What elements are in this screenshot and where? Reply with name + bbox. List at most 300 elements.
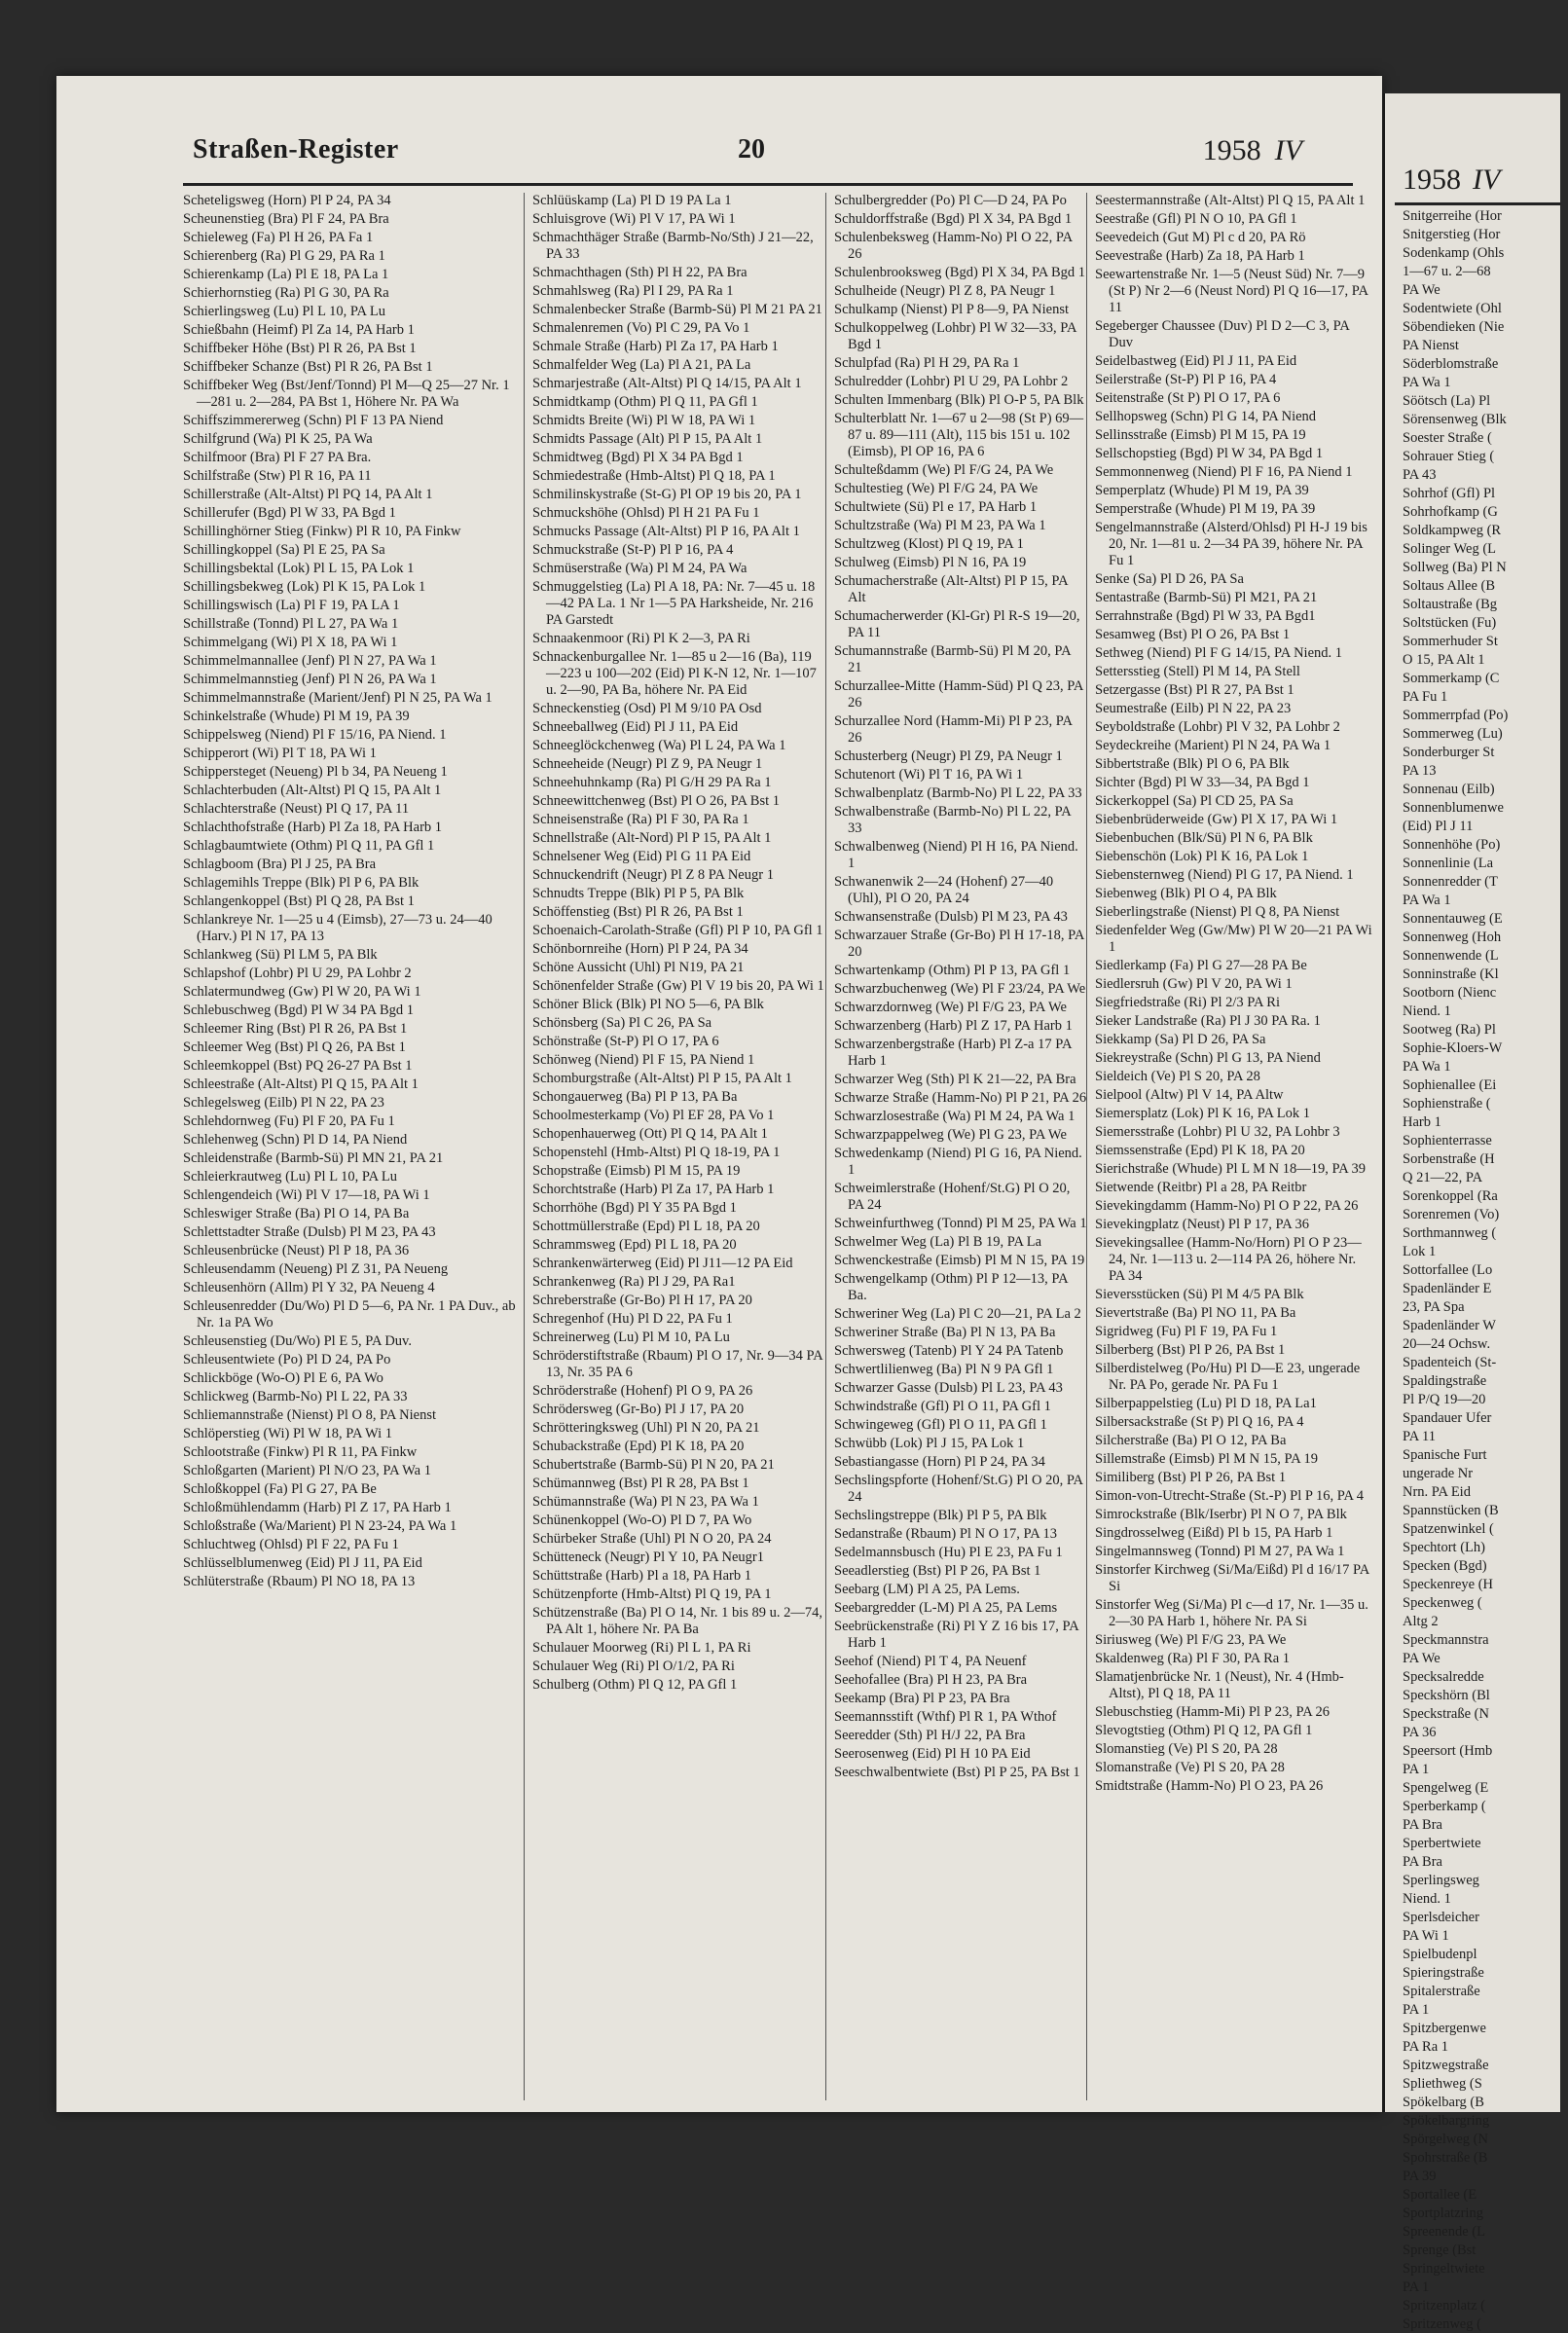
register-entry: Schwarzdornweg (We) Pl F/G 23, PA We [834,1000,1067,1015]
register-entry: Sellinsstraße (Eimsb) Pl M 15, PA 19 [1095,427,1306,443]
register-entry: Sievekingsallee (Hamm-No/Horn) Pl O P 23—24, Nr. 1—113 u. 2—114 PA 26, höhere Nr. PA 34 [1095,1235,1362,1284]
register-entry: Solinger Weg (L [1403,541,1497,557]
register-entry: Schwarzpappelweg (We) Pl G 23, PA We [834,1127,1067,1143]
register-entry: Schurzallee Nord (Hamm-Mi) Pl P 23, PA 26 [834,713,1073,746]
register-entry: Springeltwiete [1403,2261,1485,2277]
register-entry: Sonnenlinie (La [1403,856,1494,871]
register-entry: Specken (Bgd) [1403,1558,1487,1574]
register-entry: Sollweg (Ba) Pl N [1403,560,1507,575]
register-entry: Schreinerweg (Lu) Pl M 10, PA Lu [532,1330,730,1345]
register-entry: Sorenkoppel (Ra [1403,1188,1498,1204]
register-entry: Spreenende (L [1403,2224,1485,2240]
register-entry: Schierlingsweg (Lu) Pl L 10, PA Lu [183,304,385,319]
register-entry: Seekamp (Bra) Pl P 23, PA Bra [834,1691,1010,1706]
register-entry: Schulbergredder (Po) Pl C—D 24, PA Po [834,193,1067,208]
register-entry: Sievertstraße (Ba) Pl NO 11, PA Ba [1095,1305,1296,1321]
register-entry: Spitzwegstraße [1403,2058,1489,2073]
register-entry: Seevestraße (Harb) Za 18, PA Harb 1 [1095,248,1305,264]
register-entry: Schlehenweg (Schn) Pl D 14, PA Niend [183,1132,408,1148]
register-entry: Schmalenbecker Straße (Barmb-Sü) Pl M 21 PA 21 [532,302,822,317]
register-entry: Schmuckshöhe (Ohlsd) Pl H 21 PA Fu 1 [532,505,760,521]
register-entry: Siedenfelder Weg (Gw/Mw) Pl W 20—21 PA Wi 1 [1095,923,1372,955]
register-entry: Sperlsdeicher [1403,1910,1479,1925]
register-entry: Schuldorffstraße (Bgd) Pl X 34, PA Bgd 1 [834,211,1073,227]
register-entry: Schnudts Treppe (Blk) Pl P 5, PA Blk [532,886,745,901]
register-entry: Semmonnenweg (Niend) Pl F 16, PA Niend 1 [1095,464,1353,480]
register-entry: Schmahlsweg (Ra) Pl I 29, PA Ra 1 [532,283,734,299]
register-entry: 23, PA Spa [1403,1299,1465,1315]
register-entry: Sonnenblumenwe [1403,800,1504,816]
register-entry: Schleidenstraße (Barmb-Sü) Pl MN 21, PA 21 [183,1150,444,1166]
register-entry: Sechslingspforte (Hohenf/St.G) Pl O 20, PA 24 [834,1473,1083,1505]
left-page [56,76,1382,2112]
register-entry: Slomanstraße (Ve) Pl S 20, PA 28 [1095,1760,1285,1775]
register-entry: Sinstorfer Kirchweg (Si/Ma/Eißd) Pl d 16/17 PA Si [1095,1562,1369,1594]
register-entry: Schumacherstraße (Alt-Altst) Pl P 15, PA Alt [834,573,1068,605]
register-entry: Speckenreye (H [1403,1577,1493,1592]
register-entry: Slevogtstieg (Othm) Pl Q 12, PA Gfl 1 [1095,1723,1313,1738]
register-entry: Seitenstraße (St P) Pl O 17, PA 6 [1095,390,1281,406]
register-entry: Schorrhöhe (Bgd) Pl Y 35 PA Bgd 1 [532,1200,737,1216]
register-entry: Schulberg (Othm) Pl Q 12, PA Gfl 1 [532,1677,738,1693]
register-entry: Schumacherwerder (Kl-Gr) Pl R-S 19—20, PA 11 [834,608,1080,640]
register-entry: Schwarzauer Straße (Gr-Bo) Pl H 17-18, PA 20 [834,928,1084,960]
register-entry: Speersort (Hmb [1403,1743,1493,1759]
register-entry: Spritzenweg ( [1403,2316,1481,2332]
column-4 [1086,193,1372,2100]
register-entry: Sietwende (Reitbr) Pl a 28, PA Reitbr [1095,1180,1307,1195]
register-entry: PA Nienst [1403,338,1459,353]
register-entry: PA 13 [1403,763,1437,779]
register-entry: Schultzweg (Klost) Pl Q 19, PA 1 [834,536,1024,552]
register-entry: Schumannstraße (Barmb-Sü) Pl M 20, PA 21 [834,643,1071,675]
register-entry: Sommerhuder St [1403,634,1498,649]
register-entry: Schinkelstraße (Whude) Pl M 19, PA 39 [183,709,410,724]
register-entry: Schwübb (Lok) Pl J 15, PA Lok 1 [834,1436,1025,1451]
register-entry: Schwedenkamp (Niend) Pl G 16, PA Niend. 1 [834,1146,1082,1178]
register-entry: Schloßgarten (Marient) Pl N/O 23, PA Wa 1 [183,1463,431,1478]
register-entry: Söötsch (La) Pl [1403,393,1491,409]
register-entry: Silbersackstraße (St P) Pl Q 16, PA 4 [1095,1414,1304,1430]
register-entry: O 15, PA Alt 1 [1403,652,1485,668]
register-entry: Sebastiangasse (Horn) Pl P 24, PA 34 [834,1454,1045,1470]
register-entry: Schierenberg (Ra) Pl G 29, PA Ra 1 [183,248,385,264]
register-entry: Sengelmannstraße (Alsterd/Ohlsd) Pl H-J 19 bis 20, Nr. 1—81 u. 2—34 PA 39, höhere Nr. PA Fu 1 [1095,520,1367,568]
register-entry: Seebargredder (L-M) Pl A 25, PA Lems [834,1600,1058,1616]
register-entry: Schmidtweg (Bgd) Pl X 34 PA Bgd 1 [532,450,744,465]
right-header-rule [1395,202,1560,205]
register-entry: Schlagboom (Bra) Pl J 25, PA Bra [183,857,377,872]
register-entry: Schulenbeksweg (Hamm-No) Pl O 22, PA 26 [834,230,1073,262]
register-entry: Schröderstiftstraße (Rbaum) Pl O 17, Nr. 9—34 PA 13, Nr. 35 PA 6 [532,1348,822,1380]
register-entry: Schwarzer Gasse (Dulsb) Pl L 23, PA 43 [834,1380,1063,1396]
register-entry: Spadenländer E [1403,1281,1492,1296]
register-entry: Sohrauer Stieg ( [1403,449,1495,464]
register-entry: Sellhopsweg (Schn) Pl G 14, PA Niend [1095,409,1317,424]
register-entry: Schlachterstraße (Neust) Pl Q 17, PA 11 [183,801,410,817]
register-entry: Schmüserstraße (Wa) Pl M 24, PA Wa [532,561,748,576]
register-entry: Schleusentwiete (Po) Pl D 24, PA Po [183,1352,391,1367]
register-entry: Schillstraße (Tonnd) Pl L 27, PA Wa 1 [183,616,399,632]
register-entry: Schubertstraße (Barmb-Sü) Pl N 20, PA 21 [532,1457,775,1473]
register-entry: Sohrhof (Gfl) Pl [1403,486,1496,501]
register-entry: Schiffbeker Schanze (Bst) Pl R 26, PA Bst 1 [183,359,433,375]
register-entry: Schwalbenplatz (Barmb-No) Pl L 22, PA 33 [834,785,1082,801]
register-entry: Schlagbaumtwiete (Othm) Pl Q 11, PA Gfl 1 [183,838,435,854]
register-entry: Soltaustraße (Bg [1403,597,1498,612]
register-entry: Segeberger Chaussee (Duv) Pl D 2—C 3, PA Duv [1095,318,1349,350]
register-entry: Sieversstücken (Sü) Pl M 4/5 PA Blk [1095,1287,1304,1302]
register-entry: Seevedeich (Gut M) Pl c d 20, PA Rö [1095,230,1306,245]
register-entry: Schlickweg (Barmb-No) Pl L 22, PA 33 [183,1389,408,1404]
register-entry: Schottmüllerstraße (Epd) Pl L 18, PA 20 [532,1219,760,1234]
register-entry: Schutenort (Wi) Pl T 16, PA Wi 1 [834,767,1024,783]
register-entry: Seebrückenstraße (Ri) Pl Y Z 16 bis 17, PA Harb 1 [834,1619,1078,1651]
register-entry: Sonderburger St [1403,745,1495,760]
register-entry: Schulauer Weg (Ri) Pl O/1/2, PA Ri [532,1659,735,1674]
register-entry: Schneisenstraße (Ra) Pl F 30, PA Ra 1 [532,812,749,827]
register-entry: Schneewittchenweg (Bst) Pl O 26, PA Bst 1 [532,793,781,809]
register-entry: Speckenweg ( [1403,1595,1482,1611]
register-entry: Schneehuhnkamp (Ra) Pl G/H 29 PA Ra 1 [532,775,772,790]
register-entry: Altg 2 [1403,1614,1439,1629]
register-entry: Schleswiger Straße (Ba) Pl O 14, PA Ba [183,1206,410,1221]
register-entry: Sorthmannweg ( [1403,1225,1497,1241]
register-entry: Spörgelweg (N [1403,2132,1488,2147]
register-entry: Schwansenstraße (Dulsb) Pl M 23, PA 43 [834,909,1068,925]
register-entry: Schrötteringksweg (Uhl) Pl N 20, PA 21 [532,1420,760,1436]
register-entry: Schoolmesterkamp (Vo) Pl EF 28, PA Vo 1 [532,1108,775,1123]
register-entry: Sörensenweg (Blk [1403,412,1507,427]
register-entry: Schillingkoppel (Sa) Pl E 25, PA Sa [183,542,385,558]
register-entry: Sedelmannsbusch (Hu) Pl E 23, PA Fu 1 [834,1545,1063,1560]
register-entry: Schlüüskamp (La) Pl D 19 PA La 1 [532,193,732,208]
register-entry: Singelmannsweg (Tonnd) Pl M 27, PA Wa 1 [1095,1544,1345,1559]
register-entry: Schongauerweg (Ba) Pl P 13, PA Ba [532,1089,738,1105]
register-entry: Schopenhauerweg (Ott) Pl Q 14, PA Alt 1 [532,1126,768,1142]
register-entry: Schöffenstieg (Bst) Pl R 26, PA Bst 1 [532,904,744,920]
register-entry: Similiberg (Bst) Pl P 26, PA Bst 1 [1095,1470,1287,1485]
column-2 [524,193,824,2100]
register-entry: Schmale Straße (Harb) Pl Za 17, PA Harb 1 [532,339,779,354]
register-entry: Schlickböge (Wo-O) Pl E 6, PA Wo [183,1370,383,1386]
register-entry: Schloßmühlendamm (Harb) Pl Z 17, PA Harb 1 [183,1500,452,1515]
register-entry: Soldkampweg (R [1403,523,1502,538]
register-entry: Schnackenburgallee Nr. 1—85 u 2—16 (Ba), 119—223 u 100—202 (Eid) Pl K-N 12, Nr. 1—107 u. 2—90, PA Ba, höhere Nr. PA Eid [532,649,817,698]
register-entry: Senke (Sa) Pl D 26, PA Sa [1095,571,1244,587]
register-entry: Schlüterstraße (Rbaum) Pl NO 18, PA 13 [183,1574,416,1589]
register-entry: Sillemstraße (Eimsb) Pl M N 15, PA 19 [1095,1451,1319,1467]
register-entry: Schimmelmannstieg (Jenf) Pl N 26, PA Wa 1 [183,672,437,687]
register-entry: Schipperort (Wi) Pl T 18, PA Wi 1 [183,746,377,761]
register-entry: Schönweg (Niend) Pl F 15, PA Niend 1 [532,1052,755,1068]
register-entry: Schnelsener Weg (Eid) Pl G 11 PA Eid [532,849,751,864]
register-entry: Lok 1 [1403,1244,1437,1259]
register-entry: (Eid) Pl J 11 [1403,819,1474,834]
register-entry: Schmucks Passage (Alt-Altst) Pl P 16, PA Alt 1 [532,524,800,539]
register-entry: Seehofallee (Bra) Pl H 23, PA Bra [834,1672,1028,1688]
register-entry: Schultestieg (We) Pl F/G 24, PA We [834,481,1039,496]
register-entry: Schneckenstieg (Osd) Pl M 9/10 PA Osd [532,701,762,716]
register-entry: Sedanstraße (Rbaum) Pl N O 17, PA 13 [834,1526,1058,1542]
register-entry: Sommerkamp (C [1403,671,1500,686]
register-entry: Schluisgrove (Wi) Pl V 17, PA Wi 1 [532,211,736,227]
register-entry: Schnaakenmoor (Ri) Pl K 2—3, PA Ri [532,631,750,646]
register-entry: Schlangenkoppel (Bst) Pl Q 28, PA Bst 1 [183,893,415,909]
register-entry: Schüttstraße (Harb) Pl a 18, PA Harb 1 [532,1568,751,1584]
register-entry: Schleusenbrücke (Neust) Pl P 18, PA 36 [183,1243,410,1258]
register-entry: Schlüsselblumenweg (Eid) Pl J 11, PA Eid [183,1555,422,1571]
register-entry: Siriusweg (We) Pl F/G 23, PA We [1095,1632,1287,1648]
register-entry: PA Fu 1 [1403,689,1448,705]
register-entry: Schilfgrund (Wa) Pl K 25, PA Wa [183,431,373,447]
register-entry: Siekkamp (Sa) Pl D 26, PA Sa [1095,1032,1266,1047]
register-entry: Sophienallee (Ei [1403,1077,1497,1093]
register-entry: Sonnenweg (Hoh [1403,930,1502,945]
register-entry: Schulkamp (Nienst) Pl P 8—9, PA Nienst [834,302,1070,317]
register-entry: Schleemkoppel (Bst) PQ 26-27 PA Bst 1 [183,1058,413,1074]
register-entry: Simrockstraße (Blk/Iserbr) Pl N O 7, PA Blk [1095,1507,1347,1522]
page-title: Straßen-Register [193,134,399,164]
register-entry: PA 36 [1403,1725,1437,1740]
register-entry: Spökelbargring [1403,2113,1490,2129]
register-entry: PA We [1403,282,1440,298]
register-entry: Sorbenstraße (H [1403,1151,1495,1167]
register-entry: Scheunenstieg (Bra) Pl F 24, PA Bra [183,211,389,227]
register-entry: Schleusendamm (Neueng) Pl Z 31, PA Neueng [183,1261,449,1277]
register-entry: Sportplatzring [1403,2205,1483,2221]
register-entry: Smidtstraße (Hamm-No) Pl O 23, PA 26 [1095,1778,1324,1794]
register-entry: Schopstraße (Eimsb) Pl M 15, PA 19 [532,1163,741,1179]
register-entry: PA 1 [1403,1762,1430,1777]
register-entry: Seemannsstift (Wthf) Pl R 1, PA Wthof [834,1709,1057,1725]
register-entry: Schrankenweg (Ra) Pl J 29, PA Ra1 [532,1274,736,1290]
register-entry: Schleemer Ring (Bst) Pl R 26, PA Bst 1 [183,1021,408,1037]
register-entry: Schönenfelder Straße (Gw) Pl V 19 bis 20, PA Wi 1 [532,978,824,994]
register-entry: Harb 1 [1403,1114,1441,1130]
register-entry: PA Wa 1 [1403,375,1451,390]
register-entry: Schießbahn (Heimf) Pl Za 14, PA Harb 1 [183,322,415,338]
register-entry: Silcherstraße (Ba) Pl O 12, PA Ba [1095,1433,1287,1448]
register-entry: Schwelmer Weg (La) Pl B 19, PA La [834,1234,1042,1250]
register-entry: Scheteligsweg (Horn) Pl P 24, PA 34 [183,193,391,208]
register-entry: Schregenhof (Hu) Pl D 22, PA Fu 1 [532,1311,733,1327]
register-entry: Schmachthagen (Sth) Pl H 22, PA Bra [532,265,748,280]
register-entry: Schulpfad (Ra) Pl H 29, PA Ra 1 [834,355,1020,371]
register-entry: Spengelweg (E [1403,1780,1489,1796]
register-entry: Slebuschstieg (Hamm-Mi) Pl P 23, PA 26 [1095,1704,1331,1720]
register-entry: Silberberg (Bst) Pl P 26, PA Bst 1 [1095,1342,1286,1358]
register-entry: Sickerkoppel (Sa) Pl CD 25, PA Sa [1095,793,1294,809]
register-entry: Semperstraße (Whude) Pl M 19, PA 39 [1095,501,1316,517]
register-entry: Schillerufer (Bgd) Pl W 33, PA Bgd 1 [183,505,396,521]
register-entry: Sinstorfer Weg (Si/Ma) Pl c—d 17, Nr. 1—35 u. 2—30 PA Harb 1, höhere Nr. PA Si [1095,1597,1368,1629]
register-entry: Serrahnstraße (Bgd) Pl W 33, PA Bgd1 [1095,608,1316,624]
register-entry: Schiffszimmererweg (Schn) Pl F 13 PA Niend [183,413,444,428]
register-entry: Simon-von-Utrecht-Straße (St.-P) Pl P 16, PA 4 [1095,1488,1365,1504]
register-entry: Schulterblatt Nr. 1—67 u 2—98 (St P) 69—87 u. 89—111 (Alt), 115 bis 151 u. 102 (Eimsb), Pl OP 16, PA 6 [834,411,1084,459]
register-entry: Specksalredde [1403,1669,1484,1685]
register-entry: Sonnenredder (T [1403,874,1498,890]
register-entry: Schulweg (Eimsb) Pl N 16, PA 19 [834,555,1027,570]
register-entry: Seidelbastweg (Eid) Pl J 11, PA Eid [1095,353,1297,369]
register-entry: Schmachthäger Straße (Barmb-No/Sth) J 21—22, PA 33 [532,230,814,262]
register-entry: Schlankreye Nr. 1—25 u 4 (Eimsb), 27—73 u. 24—40 (Harv.) Pl N 17, PA 13 [183,912,492,944]
register-entry: Seerosenweg (Eid) Pl H 10 PA Eid [834,1746,1031,1762]
register-entry: Siemssenstraße (Epd) Pl K 18, PA 20 [1095,1143,1305,1158]
register-entry: Schwarzer Weg (Sth) Pl K 21—22, PA Bra [834,1072,1076,1087]
register-entry: PA 1 [1403,2279,1430,2295]
register-entry: Schlachterbuden (Alt-Altst) Pl Q 15, PA Alt 1 [183,783,442,798]
register-entry: Spritzenplatz ( [1403,2298,1485,2314]
register-entry: Schmalfelder Weg (La) Pl A 21, PA La [532,357,751,373]
register-entry: Sonnentauweg (E [1403,911,1503,927]
register-entry: Schieleweg (Fa) Pl H 26, PA Fa 1 [183,230,374,245]
register-entry: Siemersstraße (Lohbr) Pl U 32, PA Lohbr 3 [1095,1124,1340,1140]
register-entry: Siebenbuchen (Blk/Sü) Pl N 6, PA Blk [1095,830,1313,846]
register-entry: Schmidts Breite (Wi) Pl W 18, PA Wi 1 [532,413,756,428]
register-entry: Schurzallee-Mitte (Hamm-Süd) Pl Q 23, PA 26 [834,678,1083,711]
register-entry: Siebensternweg (Niend) Pl G 17, PA Niend. 1 [1095,867,1354,883]
register-entry: Schulkoppelweg (Lohbr) Pl W 32—33, PA Bgd 1 [834,320,1076,352]
register-entry: Schwenckestraße (Eimsb) Pl M N 15, PA 19 [834,1253,1085,1268]
register-entry: PA 39 [1403,2169,1437,2184]
register-entry: Schleusenstieg (Du/Wo) Pl E 5, PA Duv. [183,1333,412,1349]
register-entry: 1—67 u. 2—68 [1403,264,1491,279]
register-entry: Schreberstraße (Gr-Bo) Pl H 17, PA 20 [532,1293,752,1308]
year-label: 1958 [1202,134,1261,166]
register-entry: Sellschopstieg (Bgd) Pl W 34, PA Bgd 1 [1095,446,1324,461]
register-entry: Schrankenwärterweg (Eid) Pl J11—12 PA Eid [532,1256,793,1271]
register-entry: Seestermannstraße (Alt-Altst) Pl Q 15, PA Alt 1 [1095,193,1366,208]
register-entry: Schierhornstieg (Ra) Pl G 30, PA Ra [183,285,389,301]
register-entry: Siemersplatz (Lok) Pl K 16, PA Lok 1 [1095,1106,1310,1121]
register-entry: Schleusenredder (Du/Wo) Pl D 5—6, PA Nr. 1 PA Duv., ab Nr. 1a PA Wo [183,1298,516,1331]
register-entry: Siebenbrüderweide (Gw) Pl X 17, PA Wi 1 [1095,812,1338,827]
register-entry: Schloßkoppel (Fa) Pl G 27, PA Be [183,1481,377,1497]
register-entry: Sonnenau (Eilb) [1403,782,1495,797]
register-entry: Schulteßdamm (We) Pl F/G 24, PA We [834,462,1054,478]
register-entry: Spandauer Ufer [1403,1410,1492,1426]
register-entry: Sesamweg (Bst) Pl O 26, PA Bst 1 [1095,627,1291,642]
register-entry: Schillinghörner Stieg (Finkw) Pl R 10, PA Finkw [183,524,461,539]
register-entry: Schulheide (Neugr) Pl Z 8, PA Neugr 1 [834,283,1056,299]
register-entry: Schilfmoor (Bra) Pl F 27 PA Bra. [183,450,372,465]
register-entry: Schweriner Straße (Ba) Pl N 13, PA Ba [834,1325,1056,1340]
register-entry: Spohrstraße (B [1403,2150,1488,2166]
right-page [1382,93,1560,2332]
register-entry: Sophie-Kloers-W [1403,1040,1503,1056]
register-entry: Schützenstraße (Ba) Pl O 14, Nr. 1 bis 89 u. 2—74, PA Alt 1, höhere Nr. PA Ba [532,1605,823,1637]
register-entry: Sonninstraße (Kl [1403,966,1499,982]
register-entry: Schomburgstraße (Alt-Altst) Pl P 15, PA Alt 1 [532,1071,792,1086]
register-entry: Siekreystraße (Schn) Pl G 13, PA Niend [1095,1050,1321,1066]
register-entry: Schwarzlosestraße (Wa) Pl M 24, PA Wa 1 [834,1109,1076,1124]
register-entry: Schleestraße (Alt-Altst) Pl Q 15, PA Alt 1 [183,1076,419,1092]
register-entry: Schmidts Passage (Alt) Pl P 15, PA Alt 1 [532,431,763,447]
register-entry: Schwersweg (Tatenb) Pl Y 24 PA Tatenb [834,1343,1064,1359]
register-entry: Schlegelsweg (Eilb) Pl N 22, PA 23 [183,1095,384,1111]
register-entry: Schulauer Moorweg (Ri) Pl L 1, PA Ri [532,1640,751,1656]
register-entry: Schulenbrooksweg (Bgd) Pl X 34, PA Bgd 1 [834,265,1086,280]
register-entry: Schmalenremen (Vo) Pl C 29, PA Vo 1 [532,320,750,336]
register-entry: Schrammsweg (Epd) Pl L 18, PA 20 [532,1237,737,1253]
register-entry: Schweriner Weg (La) Pl C 20—21, PA La 2 [834,1306,1081,1322]
register-entry: Seeadlerstieg (Bst) Pl P 26, PA Bst 1 [834,1563,1041,1579]
register-entry: Spielbudenpl [1403,1947,1477,1962]
register-entry: Sieker Landstraße (Ra) Pl J 30 PA Ra. 1 [1095,1013,1321,1029]
register-entry: Schwartenkamp (Othm) Pl P 13, PA Gfl 1 [834,963,1071,978]
register-entry: Schilfstraße (Stw) Pl R 16, PA 11 [183,468,372,484]
register-entry: Niend. 1 [1403,1003,1451,1019]
register-entry: Schünenkoppel (Wo-O) Pl D 7, PA Wo [532,1513,752,1528]
register-entry: Soltaus Allee (B [1403,578,1496,594]
register-entry: Seewartenstraße Nr. 1—5 (Neust Süd) Nr. 7—9 (St P) Nr 2—6 (Neust Nord) Pl Q 16—17, PA 11 [1095,267,1368,315]
register-entry: PA Bra [1403,1854,1442,1870]
register-entry: Schultzstraße (Wa) Pl M 23, PA Wa 1 [834,518,1046,533]
register-entry: Seehof (Niend) Pl T 4, PA Neuenf [834,1654,1027,1669]
column-3 [825,193,1087,2100]
register-entry: Q 21—22, PA [1403,1170,1483,1185]
register-entry: Schröderstraße (Hohenf) Pl O 9, PA 26 [532,1383,753,1399]
register-entry: Schiffbeker Höhe (Bst) Pl R 26, PA Bst 1 [183,341,417,356]
register-entry: Sportallee (E [1403,2187,1477,2203]
register-entry: Sottorfallee (Lo [1403,1262,1493,1278]
register-entry: Sommerweg (Lu) [1403,726,1503,742]
register-entry: Seeredder (Sth) Pl H/J 22, PA Bra [834,1728,1026,1743]
register-entry: Schlachthofstraße (Harb) Pl Za 18, PA Harb 1 [183,820,443,835]
register-entry: Schönstraße (St-P) Pl O 17, PA 6 [532,1034,719,1049]
register-entry: Sophienstraße ( [1403,1096,1491,1112]
register-entry: Speckshörn (Bl [1403,1688,1490,1703]
register-entry: Schimmelgang (Wi) Pl X 18, PA Wi 1 [183,635,398,650]
register-entry: Spliethweg (S [1403,2076,1482,2092]
register-entry: Nrn. PA Eid [1403,1484,1471,1500]
register-entry: Schultwiete (Sü) Pl e 17, PA Harb 1 [834,499,1038,515]
register-entry: Schnellstraße (Alt-Nord) Pl P 15, PA Alt 1 [532,830,772,846]
register-entry: Setzergasse (Bst) Pl R 27, PA Bst 1 [1095,682,1295,698]
register-entry: Spitzbergenwe [1403,2021,1486,2036]
register-entry: Schiffbeker Weg (Bst/Jenf/Tonnd) Pl M—Q 25—27 Nr. 1—281 u. 2—284, PA Bst 1, Höhere Nr. PA Wa [183,378,510,410]
register-entry: Schwarzenberg (Harb) Pl Z 17, PA Harb 1 [834,1018,1073,1034]
register-entry: Schopenstehl (Hmb-Altst) Pl Q 18-19, PA 1 [532,1145,781,1160]
register-entry: Schnuckendrift (Neugr) Pl Z 8 PA Neugr 1 [532,867,774,883]
register-entry: Schweimlerstraße (Hohenf/St.G) Pl O 20, PA 24 [834,1181,1071,1213]
register-entry: Silberdistelweg (Po/Hu) Pl D—E 23, ungerade Nr. PA Po, gerade Nr. PA Fu 1 [1095,1361,1361,1393]
register-entry: Schlehdornweg (Fu) Pl F 20, PA Fu 1 [183,1113,395,1129]
register-entry: Semperplatz (Whude) Pl M 19, PA 39 [1095,483,1309,498]
register-entry: Schrödersweg (Gr-Bo) Pl J 17, PA 20 [532,1402,745,1417]
register-entry: Spadenländer W [1403,1318,1496,1333]
register-entry: Schmidtkamp (Othm) Pl Q 11, PA Gfl 1 [532,394,758,410]
register-entry: Skaldenweg (Ra) Pl F 30, PA Ra 1 [1095,1651,1291,1666]
register-entry: PA We [1403,1651,1440,1666]
register-entry: Schimmelmannallee (Jenf) Pl N 27, PA Wa 1 [183,653,437,669]
register-entry: Speckmannstra [1403,1632,1489,1648]
register-entry: PA 43 [1403,467,1437,483]
register-entry: Snitgerstieg (Hor [1403,227,1501,242]
register-entry: Sigridweg (Fu) Pl F 19, PA Fu 1 [1095,1324,1278,1339]
register-entry: Schwalbenweg (Niend) Pl H 16, PA Niend. 1 [834,839,1078,871]
register-entry: Schmuckstraße (St-P) Pl P 16, PA 4 [532,542,734,558]
register-entry: Sodentwiete (Ohl [1403,301,1502,316]
register-entry: 20—24 Ochsw. [1403,1336,1491,1352]
register-entry: Schlootstraße (Finkw) Pl R 11, PA Finkw [183,1444,418,1460]
register-entry: Seeschwalbentwiete (Bst) Pl P 25, PA Bst 1 [834,1765,1080,1780]
register-entry: Speckstraße (N [1403,1706,1489,1722]
register-entry: Slomanstieg (Ve) Pl S 20, PA 28 [1095,1741,1278,1757]
register-entry: Schulredder (Lohbr) Pl U 29, PA Lohbr 2 [834,374,1069,389]
